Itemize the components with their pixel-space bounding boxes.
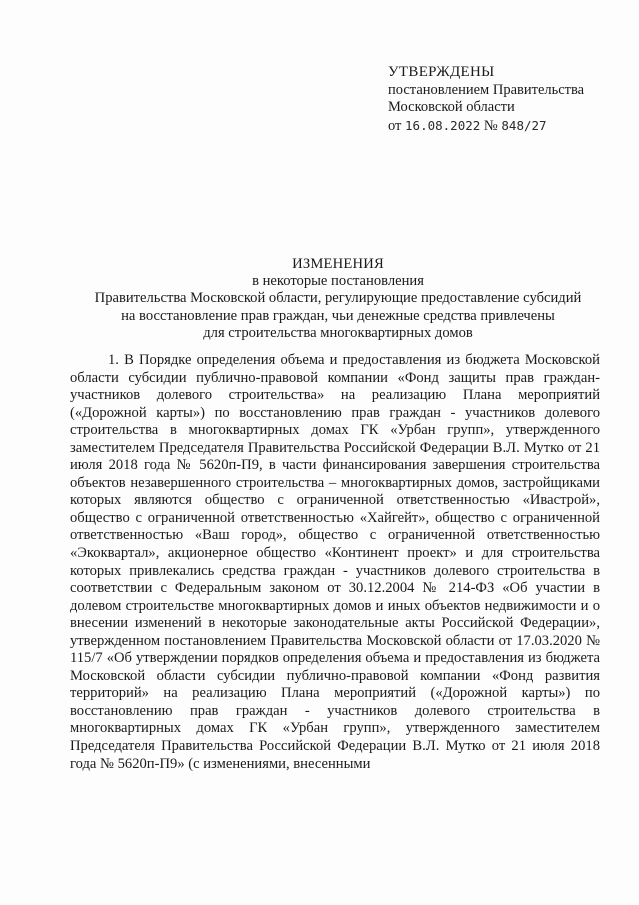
approval-date-line	[388, 117, 618, 136]
heading-line-1: в некоторые постановления	[252, 273, 424, 290]
approval-date: 16.08.2022	[405, 117, 481, 133]
approval-title: УТВЕРЖДЕНЫ	[388, 64, 495, 80]
heading-line-4: для строительства многоквартирных домов	[203, 324, 473, 341]
body-paragraph-1: 1. В Порядке определения объема и предоставления из бюджета Московской области субсидии публично-правовой компании «Фонд защиты прав граждан-участников долевого строительства» на реализацию Плана мероприятий («Дорожной карты») по восстановлению прав граждан - участников долевого строительства в многоквартирных домах ГК «Урбан групп», утвержденного заместителем Председателя Правительства Российской Федерации В.Л. Мутко от 21 июля 2018 года № 5620п-П9, в части финансирования завершения строительства объектов незавершенного строительства – многоквартирных домов, застройщиками которых являются общество с ограниченной ответственностью «Ивастрой», общество с ограниченной ответственностью «Хайгейт», общество с ограниченной ответственностью «Ваш город», общество с ограниченной ответственностью «Экоквартал», акционерное общество «Континент проект» и для строительства которых привлекались средства граждан - участников долевого строительства в соответствии с Федеральным законом от 30.12.2004 № 214-ФЗ «Об участии в долевом строительстве многоквартирных домов и иных объектов недвижимости и о внесении изменений в некоторые законодательные акты Российской Федерации», утвержденном постановлением Правительства Московской области от 17.03.2020 № 115/7 «Об утверждении порядков определения объема и предоставления из бюджета Московской области субсидии публично-правовой компании «Фонд развития территорий» на реализацию Плана мероприятий («Дорожной карты») по восстановлению прав граждан - участников долевого строительства в многоквартирных домах ГК «Урбан групп», утвержденного заместителем Председателя Правительства Российской Федерации В.Л. Мутко от 21 июля 2018 года № 5620п-П9» (с изменениями, внесенными	[70, 352, 600, 772]
approval-line-2: Московской области	[388, 99, 515, 115]
approval-line-1: постановлением Правительства	[388, 81, 585, 98]
heading-line-2: Правительства Московской области, регулирующие предоставление субсидий	[94, 290, 582, 307]
document-heading	[60, 256, 616, 342]
approval-block	[388, 64, 618, 135]
approval-number: 848/27	[501, 117, 547, 133]
approval-number-sign: №	[483, 117, 498, 134]
approval-date-prefix: от	[388, 117, 402, 134]
heading-line-3: на восстановление прав граждан, чьи денежные средства привлечены	[121, 307, 555, 324]
heading-title: ИЗМЕНЕНИЯ	[292, 256, 384, 272]
